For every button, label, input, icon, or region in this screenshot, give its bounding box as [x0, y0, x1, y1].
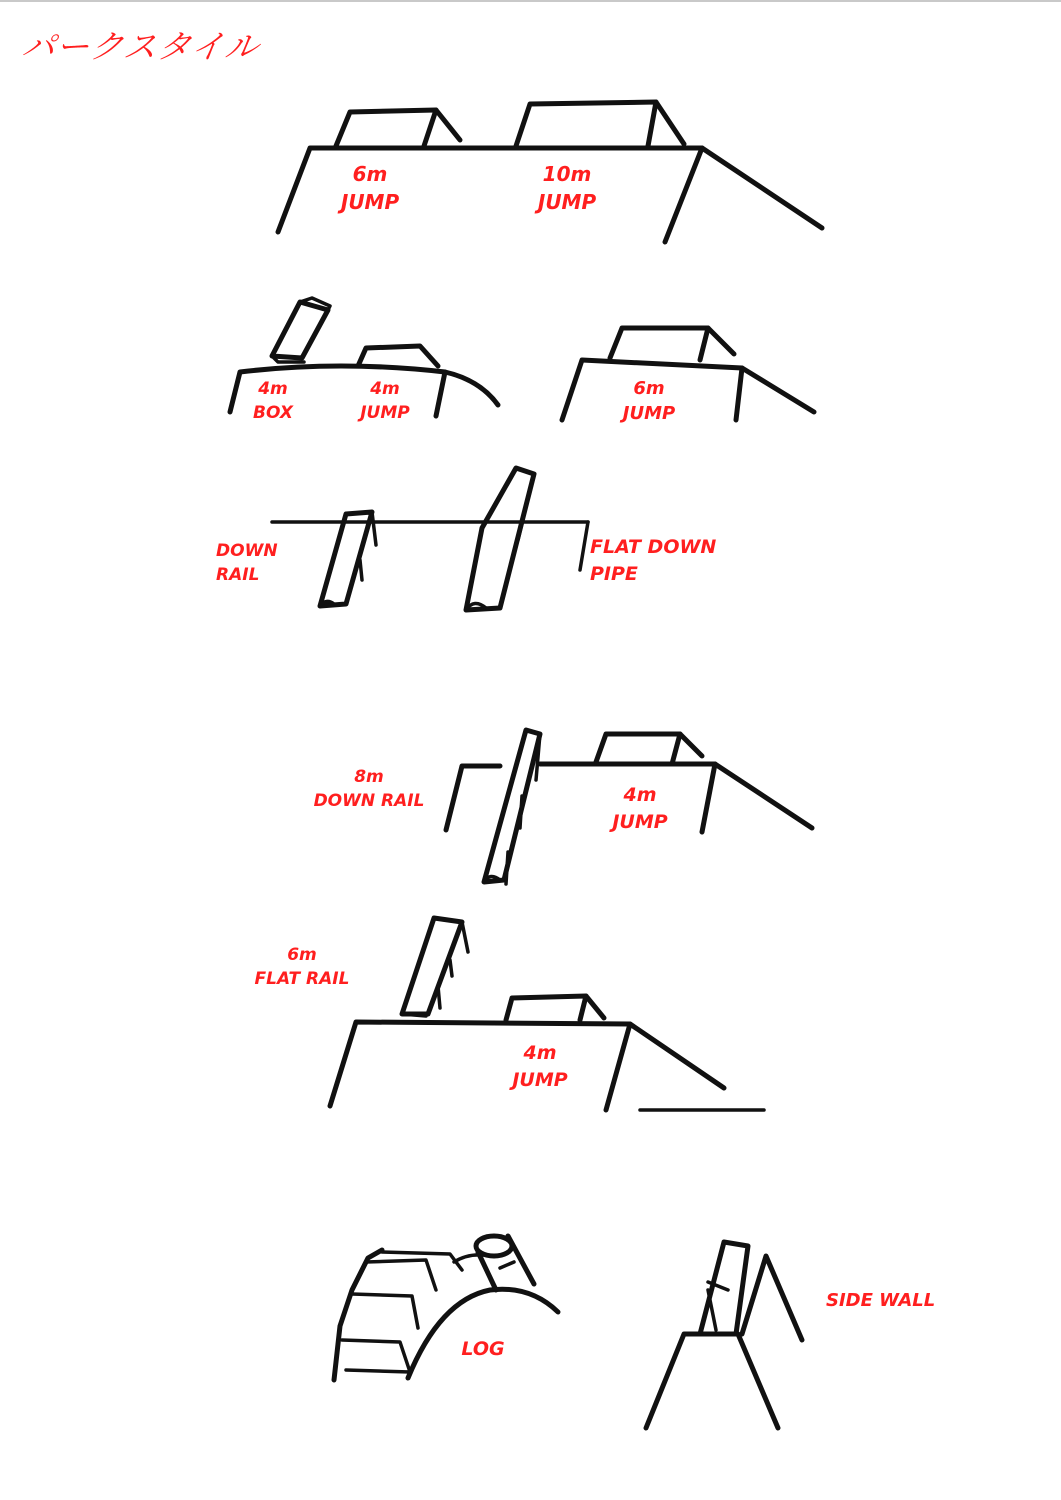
label-jump-10m: 10m JUMP — [537, 162, 597, 214]
label-down-rail: DOWN RAIL — [216, 541, 278, 585]
sketch-log — [334, 1236, 558, 1380]
label-side-wall: SIDE WALL — [826, 1290, 936, 1311]
sketch-side-wall — [646, 1242, 802, 1428]
label-jump-6m: 6m JUMP — [340, 162, 400, 214]
label-jump-4m-bottom: 4m JUMP — [512, 1042, 568, 1091]
sketch-jump-6m-right — [562, 328, 814, 420]
sketch-rails-row — [272, 468, 588, 610]
label-jump-4m-mound: 4m JUMP — [360, 379, 410, 423]
label-down-rail-8m: 8m DOWN RAIL — [313, 767, 425, 811]
label-jump-4m-right: 4m JUMP — [612, 784, 668, 833]
label-log: LOG — [461, 1338, 505, 1360]
label-jump-6m-right: 6m JUMP — [622, 378, 676, 425]
label-flat-rail-6m: 6m FLAT RAIL — [254, 945, 350, 989]
page-title: パークスタイル — [19, 27, 262, 66]
label-flat-down-pipe: FLAT DOWN PIPE — [590, 536, 717, 585]
label-box-4m: 4m BOX — [253, 379, 293, 423]
